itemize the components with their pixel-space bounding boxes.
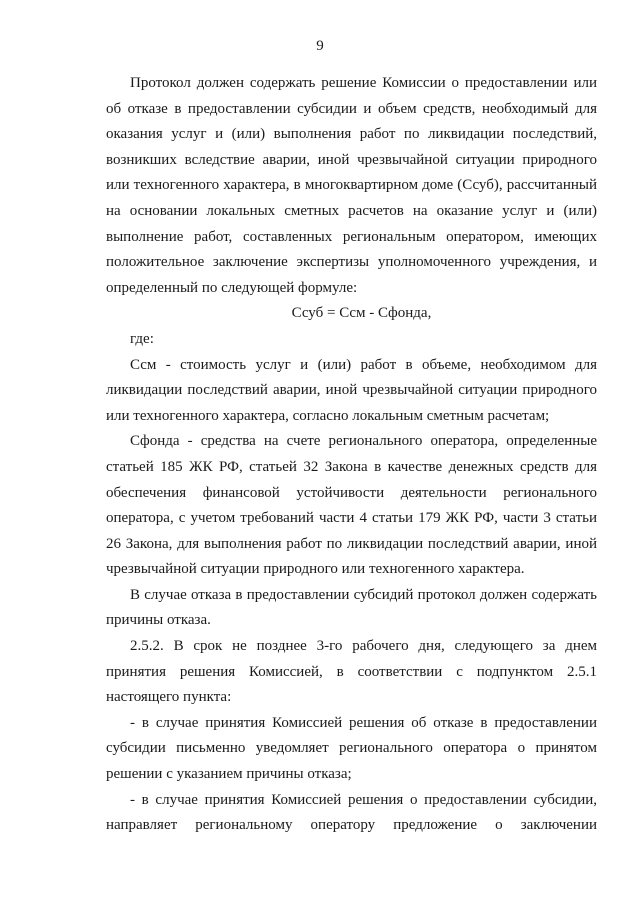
paragraph-protocol-content: Протокол должен содержать решение Комиссии о предоставлении или об отказе в предоставлении субсидии и объем средств, необходимый для оказания услуг и (или) выполнения работ по ликвидации последствий, возникших вследствие аварии, иной чрезвычайной ситуации природного или техногенного характера, в многоквартирном доме (Ссуб), рассчитанный на основании локальных сметных расчетов на оказание услуг и (или) выполнение работ, составленных региональным оператором, имеющих положительное заключение экспертизы уполномоченного учреждения, и определенный по следующей формуле: [106,75,597,296]
paragraph-ssm-definition: Ссм - стоимость услуг и (или) работ в объеме, необходимом для ликвидации последствий аварии, иной чрезвычайной ситуации природного или техногенного характера, согласно локальным сметным расчетам; [106,356,597,424]
paragraph-bullet-grant: - в случае принятия Комиссией решения о предоставлении субсидии, направляет региональному оператору предложение о заключении [106,791,597,834]
document-body [106,71,597,839]
page-number: 9 [316,38,324,54]
paragraph-sfonda-definition: Сфонда - средства на счете регионального оператора, определенные статьей 185 ЖК РФ, статьей 32 Закона в качестве денежных средств для обеспечения финансовой устойчивости деятельности регионального оператора, с учетом требований части 4 статьи 179 ЖК РФ, части 3 статьи 26 Закона, для выполнения работ по ликвидации последствий аварии, иной чрезвычайной ситуации природного или техногенного характера. [106,433,597,578]
formula: Ссуб = Ссм - Сфонда, [291,305,432,322]
paragraph-where: где: [130,330,154,347]
paragraph-clause-2-5-2: 2.5.2. В срок не позднее 3-го рабочего дня, следующего за днем принятия решения Комиссией, в соответствии с подпунктом 2.5.1 настоящего пункта: [106,638,597,706]
paragraph-bullet-refusal: - в случае принятия Комиссией решения об отказе в предоставлении субсидии письменно уведомляет регионального оператора о принятом решении с указанием причины отказа; [106,714,597,783]
paragraph-refusal-reasons: В случае отказа в предоставлении субсидий протокол должен содержать причины отказа. [106,586,597,629]
